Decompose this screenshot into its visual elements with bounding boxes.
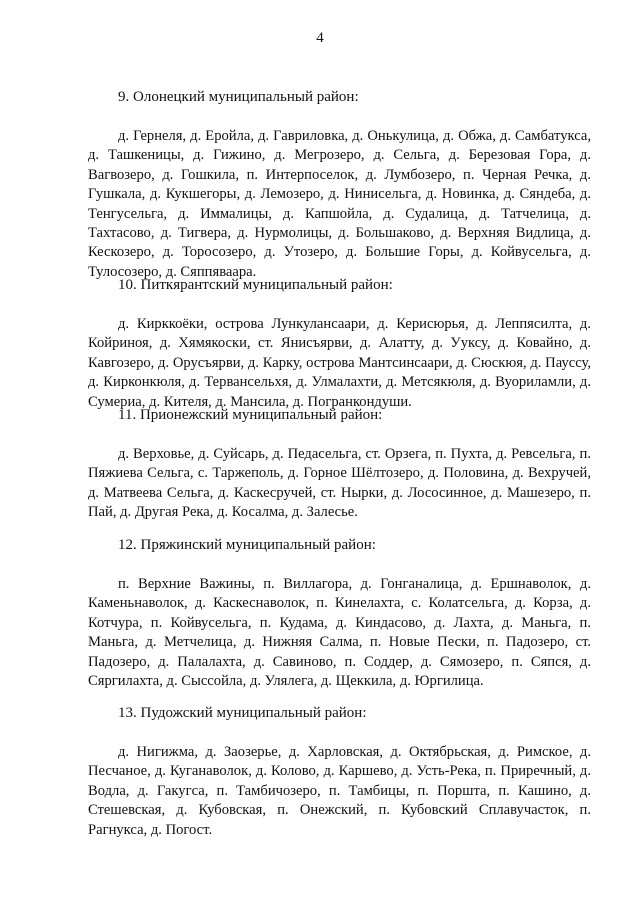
section-text: д. Нигижма, д. Заозерье, д. Харловская, д. Октябрьская, д. Римское, д. Песчаное, д. Куганаволок, д. Колово, д. Каршево, д. Усть-Река, п. Приречный, д. Водла, д. Гакугса, п. Тамбичозеро, п. Тамбицы, п. Поршта, п. Кашино, д. Стешевская, д. Кубовская, п. Онежский, п. Кубовский Сплавучасток, п. Рагнукса, д. Погост. <box>88 744 591 838</box>
section-heading: 12. Пряжинский муниципальный район: <box>118 537 376 553</box>
section-pudozhsky <box>88 704 591 840</box>
section-heading: 11. Прионежский муниципальный район: <box>118 407 383 423</box>
section-heading: 13. Пудожский муниципальный район: <box>118 705 367 721</box>
section-prionezhsky <box>88 406 591 523</box>
page-number: 4 <box>316 30 324 46</box>
section-text: д. Гернеля, д. Еройла, д. Гавриловка, д. Онькулица, д. Обжа, д. Самбатукса, д. Ташкеницы, д. Гижино, д. Мегрозеро, д. Сельга, д. Березовая Гора, д. Вагвозеро, д. Гошкила, п. Интерпоселок, д. Лумбозеро, п. Черная Речка, д. Гушкала, д. Кукшегоры, д. Лемозеро, д. Нинисельга, д. Новинка, д. Сяндеба, д. Тенгусельга, д. Иммалицы, д. Капшойла, д. Судалица, д. Татчелица, д. Тахтасово, д. Тигвера, д. Нурмолицы, д. Большаково, д. Верхняя Видлица, д. Кескозеро, д. Торосозеро, д. Утозеро, д. Большие Горы, д. Койвусельга, д. Тулосозеро, д. Сяппяваара. <box>88 128 591 280</box>
section-text: д. Кирккоёки, острова Лункулансаари, д. Керисюрья, д. Леппясилта, д. Койриноя, д. Хямякоски, ст. Янисъярви, д. Алатту, д. Ууксу, д. Ковайно, д. Кавгозеро, д. Орусъярви, д. Карку, острова Мантсинсаари, д. Сюскюя, д. Пауссу, д. Кирконкюля, д. Тервансельхя, д. Улмалахти, д. Метсякюля, д. Вуориламли, д. Сумериа, д. Кителя, д. Мансила, д. Погранкондуши. <box>88 316 591 410</box>
section-olonets <box>88 88 591 282</box>
section-text: п. Верхние Важины, п. Виллагора, д. Гонганалица, д. Ершнаволок, д. Каменьнаволок, д. Каскеснаволок, п. Кинелахта, с. Колатсельга, д. Корза, д. Котчура, п. Койвусельга, п. Кудама, д. Киндасово, д. Лахта, д. Маньга, п. Маньга, д. Метчелица, д. Нижняя Салма, п. Новые Пески, п. Падозеро, ст. Падозеро, д. Палалахта, д. Савиново, п. Соддер, д. Сямозеро, п. Сяпся, д. Сяргилахта, д. Сыссойла, д. Улялега, д. Щеккила, д. Юргилица. <box>88 576 591 690</box>
section-heading: 10. Питкярантский муниципальный район: <box>118 277 393 293</box>
section-pitkyaranta <box>88 276 591 412</box>
section-pryazhinsky <box>88 536 591 691</box>
section-heading: 9. Олонецкий муниципальный район: <box>118 89 359 105</box>
section-text: д. Верховье, д. Суйсарь, д. Педасельга, ст. Орзега, п. Пухта, д. Ревсельга, п. Пяжиева Сельга, с. Таржеполь, д. Горное Шёлтозеро, д. Половина, д. Вехручей, д. Матвеева Сельга, д. Каскесручей, ст. Нырки, д. Лососинное, д. Машезеро, п. Пай, д. Другая Река, д. Косалма, д. Залесье. <box>88 446 591 521</box>
